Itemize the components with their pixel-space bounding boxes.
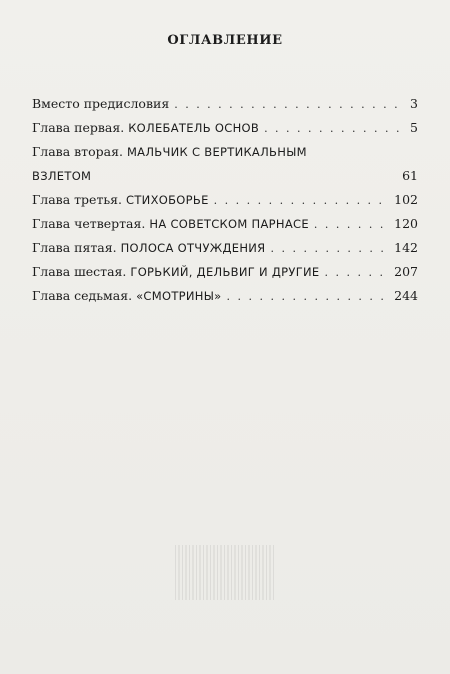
toc-page-number: 142 (394, 240, 418, 255)
toc-page-number: 5 (410, 120, 418, 135)
toc-chapter-title: «СМОТРИНЫ» (136, 289, 222, 303)
toc-entry-preface (32, 96, 418, 120)
toc-entry-chapter-3 (32, 192, 418, 216)
toc-entry-label: Вместо предисловия (32, 96, 170, 111)
toc-entry-label: Глава вторая. (32, 144, 123, 159)
toc-entry-chapter-1 (32, 120, 418, 144)
toc-chapter-title: НА СОВЕТСКОМ ПАРНАСЕ (149, 217, 309, 231)
toc-chapter-title: ПОЛОСА ОТЧУЖДЕНИЯ (120, 241, 266, 255)
toc-entry-label: Глава четвертая. (32, 216, 146, 231)
toc-entry-label: Глава первая. (32, 120, 125, 135)
table-of-contents (32, 96, 418, 312)
toc-entry-label: Глава третья. (32, 192, 123, 207)
toc-chapter-title: ГОРЬКИЙ, ДЕЛЬВИГ И ДРУГИЕ (130, 265, 320, 279)
dot-leader (270, 242, 389, 255)
toc-entry-chapter-7 (32, 288, 418, 312)
toc-page-number: 102 (394, 192, 418, 207)
bleed-through-barcode (175, 545, 275, 600)
toc-chapter-title-continued: ВЗЛЕТОМ (32, 169, 92, 183)
toc-page-number: 244 (394, 288, 418, 303)
dot-leader (264, 122, 403, 135)
toc-page-number: 120 (394, 216, 418, 231)
toc-entry-chapter-4 (32, 216, 418, 240)
toc-entry-label: Глава шестая. (32, 264, 127, 279)
dot-leader (314, 218, 389, 231)
toc-entry-chapter-2 (32, 144, 418, 168)
dot-leader (214, 194, 389, 207)
toc-chapter-title: СТИХОБОРЬЕ (126, 193, 209, 207)
toc-entry-chapter-5 (32, 240, 418, 264)
toc-entry-chapter-2-continued (32, 168, 418, 192)
dot-leader (227, 290, 390, 303)
toc-page-number: 61 (402, 168, 418, 183)
toc-entry-label: Глава седьмая. (32, 288, 133, 303)
dot-leader (174, 98, 403, 111)
toc-chapter-title: КОЛЕБАТЕЛЬ ОСНОВ (128, 121, 260, 135)
toc-page-number: 3 (410, 96, 418, 111)
toc-chapter-title: МАЛЬЧИК С ВЕРТИКАЛЬНЫМ (126, 145, 307, 159)
toc-entry-label: Глава пятая. (32, 240, 117, 255)
page-title: ОГЛАВЛЕНИЕ (167, 33, 283, 48)
dot-leader (324, 266, 389, 279)
toc-page-number: 207 (394, 264, 418, 279)
toc-entry-chapter-6 (32, 264, 418, 288)
